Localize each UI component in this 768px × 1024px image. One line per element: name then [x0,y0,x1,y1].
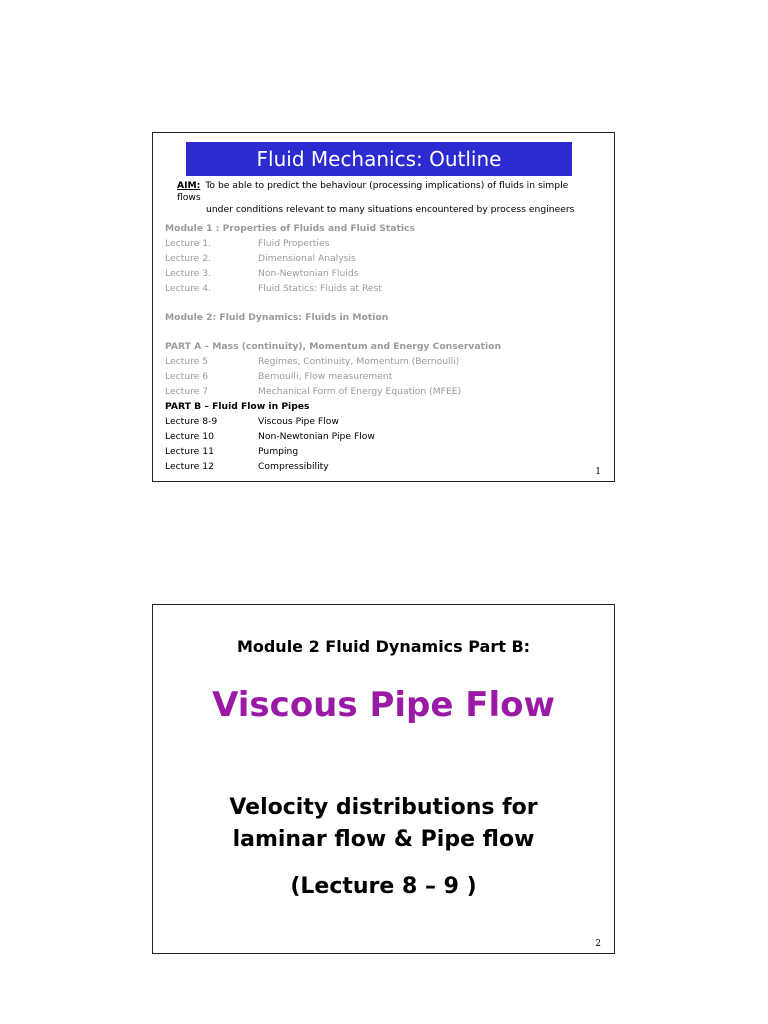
subtitle-line-1: Velocity distributions for [229,795,538,820]
slide-2 [152,604,615,954]
page-number: 1 [595,467,601,477]
lecture-label: Lecture 10 [165,431,214,442]
outline-row [165,266,595,281]
lecture-topic: Fluid Statics: Fluids at Rest [258,283,382,294]
part-b-heading: PART B – Fluid Flow in Pipes [165,401,310,412]
part-a-heading: PART A – Mass (continuity), Momentum and Energy Conservation [165,341,502,352]
lecture-label: Lecture 8-9 [165,416,218,427]
module-2-heading: Module 2: Fluid Dynamics: Fluids in Motion [165,312,389,323]
module-1-heading: Module 1 : Properties of Fluids and Fluid Statics [165,223,415,234]
aim-statement [177,180,587,216]
spacer [165,325,595,339]
spacer [165,296,595,310]
lecture-topic: Compressibility [258,461,329,472]
lecture-label: Lecture 11 [165,446,214,457]
lecture-topic: Regimes, Continuity, Momentum (Bernoulli) [258,356,460,367]
lecture-label: Lecture 2. [165,253,211,264]
aim-text-line-1: To be able to predict the behaviour (processing implications) of fluids in simple flows [177,180,569,203]
outline-row [165,369,595,384]
course-outline [165,221,595,474]
lecture-topic: Non-Newtonian Fluids [258,268,359,279]
lecture-topic: Viscous Pipe Flow [258,416,339,427]
lecture-label: Lecture 5 [165,356,209,367]
subtitle-line-2: laminar flow & Pipe flow [232,827,535,852]
lecture-topic: Mechanical Form of Energy Equation (MFEE) [258,386,462,397]
lecture-topic: Dimensional Analysis [258,253,356,264]
outline-row [165,429,595,444]
lecture-topic: Pumping [258,446,299,457]
lecture-topic: Bernoulli, Flow measurement [258,371,393,382]
outline-row [165,414,595,429]
lecture-reference: (Lecture 8 – 9 ) [290,874,477,899]
module-heading: Module 2 Fluid Dynamics Part B: [236,637,531,656]
outline-row [165,354,595,369]
slide-2-subtitle [153,792,614,856]
outline-row [165,384,595,399]
lecture-label: Lecture 3. [165,268,211,279]
lecture-label: Lecture 4. [165,283,211,294]
outline-row [165,236,595,251]
aim-text-line-2: under conditions relevant to many situations encountered by process engineers [206,204,575,215]
lecture-topic: Fluid Properties [258,238,330,249]
slide-1 [152,132,615,482]
slide-1-title: Fluid Mechanics: Outline [186,142,572,176]
outline-row [165,251,595,266]
aim-label: AIM: [177,180,201,191]
lecture-label: Lecture 1. [165,238,211,249]
slide-2-title: Viscous Pipe Flow [212,685,555,725]
outline-row [165,444,595,459]
outline-row [165,281,595,296]
page-number: 2 [595,939,601,949]
lecture-label: Lecture 6 [165,371,209,382]
lecture-topic: Non-Newtonian Pipe Flow [258,431,375,442]
lecture-label: Lecture 12 [165,461,214,472]
lecture-label: Lecture 7 [165,386,209,397]
outline-row [165,459,595,474]
